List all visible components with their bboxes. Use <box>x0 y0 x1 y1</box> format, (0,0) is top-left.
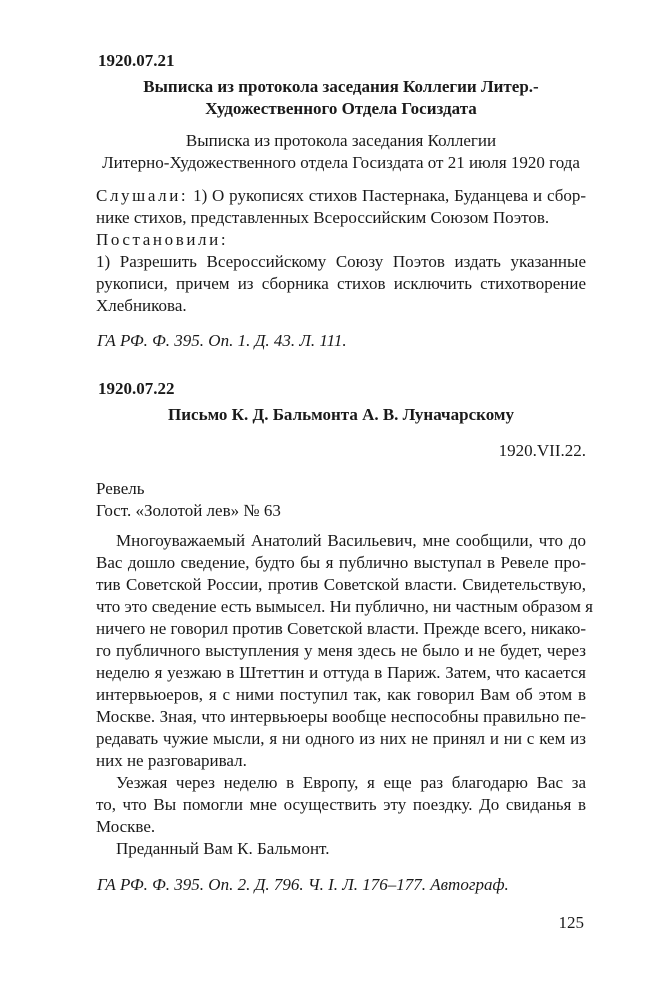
letter-paragraph-1 <box>96 530 593 772</box>
entry1-subtitle-line-1: Выписка из протокола заседания Коллегии <box>185 131 497 150</box>
letter-signature: Преданный Вам К. Бальмонт. <box>116 839 330 858</box>
p2-line-2: то, что Вы помогли мне осуществить эту поездку. До свиданья в <box>96 795 586 814</box>
p1-line-2: Вас дошло сведение, будто бы я публично выступал в Ревеле про- <box>96 553 586 572</box>
p1-line-8: интервьюеров, я с ними поступил так, как говорил Вам об этом в <box>96 685 586 704</box>
letter-date: 1920.VII.22. <box>498 441 586 460</box>
entry1-date: 1920.07.21 <box>98 51 175 70</box>
letter-place: Ревель <box>96 479 145 498</box>
p1-line-1: Многоуважаемый Анатолий Васильевич, мне сообщили, что до <box>116 531 586 550</box>
entry1-source: ГА РФ. Ф. 395. Оп. 1. Д. 43. Л. 111. <box>97 331 347 350</box>
resolved-line-3: Хлебникова. <box>96 296 187 315</box>
p1-line-9: Москве. Зная, что интервьюеры вообще неспособны правильно пе- <box>96 707 586 726</box>
p1-line-3: тив Советской России, против Советской власти. Свидетельствую, <box>96 575 586 594</box>
p1-line-5: ничего не говорил против Советской власти. Прежде всего, никако- <box>96 619 586 638</box>
letter-paragraph-2 <box>96 772 586 838</box>
entry2-title: Письмо К. Д. Бальмонта А. В. Луначарскому <box>168 405 514 424</box>
entry2-date: 1920.07.22 <box>98 379 175 398</box>
entry1-heard-block <box>96 185 586 317</box>
entry1-title <box>96 76 586 120</box>
heard-text-2: нике стихов, представленных Всероссийским Союзом Поэтов. <box>96 208 550 227</box>
entry1-title-line-1: Выписка из протокола заседания Коллегии Литер.- <box>143 77 539 96</box>
p1-line-11: них не разговаривал. <box>96 751 247 770</box>
letter-hotel: Гост. «Золотой лев» № 63 <box>96 501 281 520</box>
resolved-label: Постановили: <box>96 230 229 249</box>
entry2-source: ГА РФ. Ф. 395. Оп. 2. Д. 796. Ч. I. Л. 176–177. Автограф. <box>97 875 509 894</box>
resolved-line-1: 1) Разрешить Всероссийскому Союзу Поэтов издать указанные <box>96 252 586 271</box>
heard-text-1: 1) О рукописях стихов Пастернака, Буданцева и сбор- <box>193 186 587 205</box>
entry1-title-line-2: Художественного Отдела Госиздата <box>205 99 477 118</box>
p2-line-1: Уезжая через неделю в Европу, я еще раз благодарю Вас за <box>116 773 586 792</box>
p1-line-7: неделю я уезжаю в Штеттин и оттуда в Париж. Затем, что касается <box>96 663 586 682</box>
resolved-line-2: рукописи, причем из сборника стихов исключить стихотворение <box>96 274 586 293</box>
heard-label: Слушали: <box>96 186 189 205</box>
page-number: 125 <box>558 913 584 932</box>
entry1-heard-line <box>96 185 586 207</box>
entry1-subtitle <box>96 130 586 174</box>
p1-line-6: го публичного выступления у меня здесь не было и не будет, через <box>96 641 586 660</box>
p1-line-10: редавать чужие мысли, я ни одного из них не принял и ни с кем из <box>96 729 586 748</box>
p2-line-3: Москве. <box>96 817 156 836</box>
p1-line-4: что это сведение есть вымысел. Ни публично, ни частным образом я <box>96 597 593 616</box>
entry1-subtitle-line-2: Литерно-Художественного отдела Госиздата от 21 июля 1920 года <box>102 153 580 172</box>
